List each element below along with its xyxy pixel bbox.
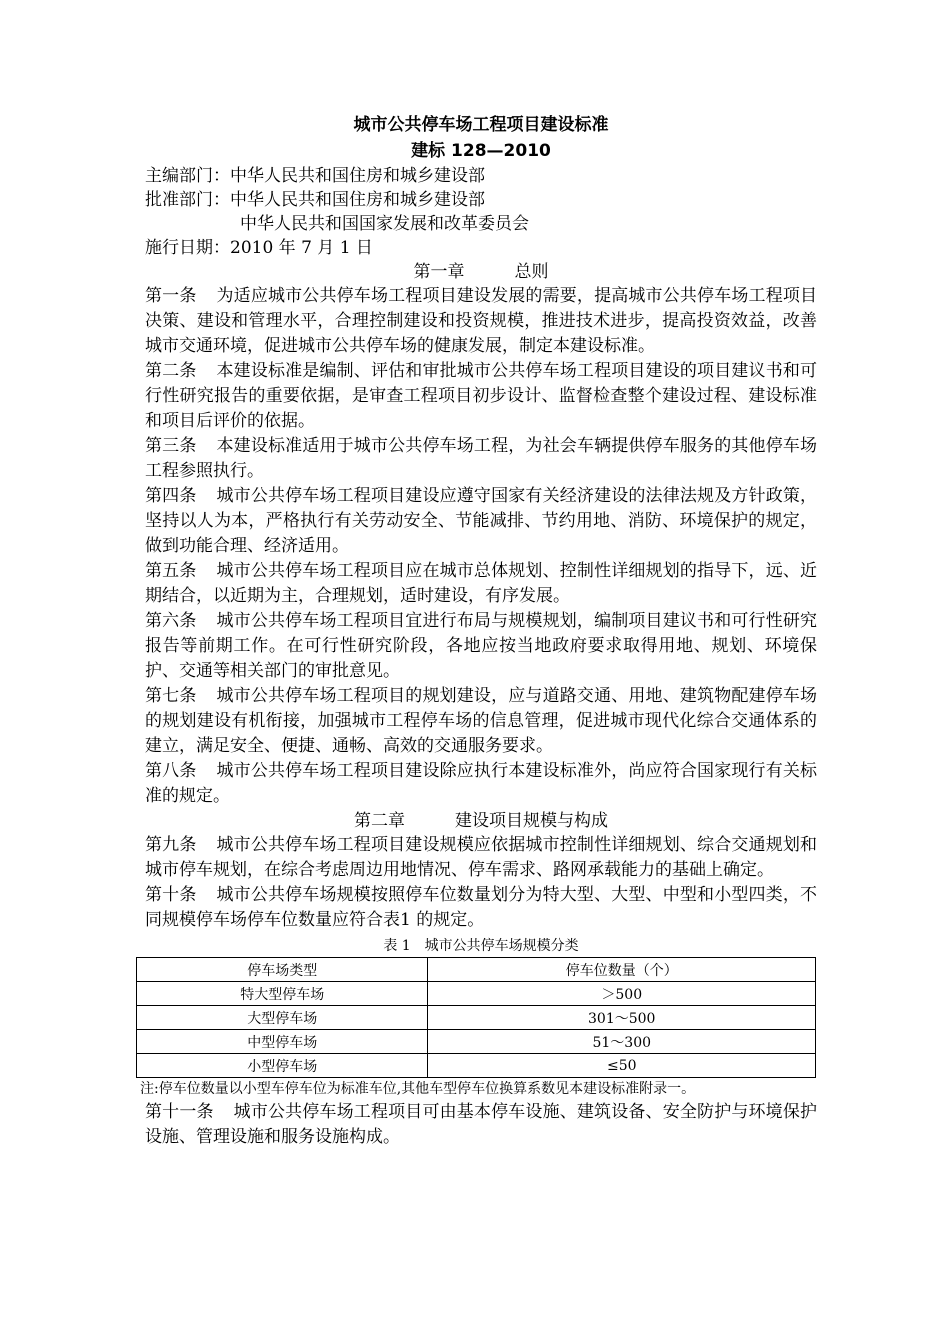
chapter-title: 总则: [514, 262, 549, 282]
article-text: 城市公共停车场工程项目建设除应执行本建设标准外，尚应符合国家现行有关标准的规定。: [145, 761, 818, 806]
article-number: 第四条: [145, 486, 197, 506]
chapter-heading-2: [145, 809, 817, 833]
table-header-row: [137, 958, 816, 982]
article-number: 第二条: [145, 361, 197, 381]
article-number: 第八条: [145, 761, 197, 781]
table-header-cell: 停车位数量（个）: [428, 958, 816, 982]
parking-scale-table: [136, 957, 816, 1078]
table-header-cell: 停车场类型: [137, 958, 428, 982]
article-number: 第七条: [145, 686, 197, 706]
article: [145, 1100, 817, 1150]
document-title: 城市公共停车场工程项目建设标准: [353, 115, 609, 135]
chapter-number: 第二章: [354, 811, 405, 831]
article: [145, 434, 817, 484]
table-cell: 小型停车场: [137, 1054, 428, 1078]
article: [145, 883, 817, 933]
table-row: [137, 1030, 816, 1054]
table-row: [137, 1006, 816, 1030]
article: [145, 833, 817, 883]
article-number: 第五条: [145, 561, 197, 581]
article-number: 第三条: [145, 436, 197, 456]
approval-department: 批准部门：中华人民共和国住房和城乡建设部: [145, 190, 485, 210]
article-text: 城市公共停车场工程项目的规划建设，应与道路交通、用地、建筑物配建停车场的规划建设有机衔接，加强城市工程停车场的信息管理，促进城市现代化综合交通体系的建立，满足安全、便捷、通畅、高效的交通服务要求。: [145, 686, 818, 756]
table-row: [137, 982, 816, 1006]
article: [145, 484, 817, 559]
table-cell: 特大型停车场: [137, 982, 428, 1006]
article-text: 城市公共停车场工程项目建设应遵守国家有关经济建设的法律法规及方针政策，坚持以人为本，严格执行有关劳动安全、节能减排、节约用地、消防、环境保护的规定，做到功能合理、经济适用。: [145, 486, 818, 556]
article-text: 城市公共停车场工程项目建设规模应依据城市控制性详细规划、综合交通规划和城市停车规划，在综合考虑周边用地情况、停车需求、路网承载能力的基础上确定。: [145, 835, 818, 880]
table-cell: 中型停车场: [137, 1030, 428, 1054]
document-page: [140, 112, 818, 1150]
article-text: 本建设标准是编制、评估和审批城市公共停车场工程项目建设的项目建议书和可行性研究报告的重要依据，是审查工程项目初步设计、监督检查整个建设过程、建设标准和项目后评价的依据。: [145, 361, 818, 431]
article: [145, 684, 817, 759]
article-number: 第九条: [145, 835, 197, 855]
article-text: 城市公共停车场工程项目应在城市总体规划、控制性详细规划的指导下，远、近期结合，以近期为主，合理规划，适时建设，有序发展。: [145, 561, 818, 606]
table-cell: ＞500: [428, 982, 816, 1006]
article-number: 第六条: [145, 611, 197, 631]
article-text: 本建设标准适用于城市公共停车场工程，为社会车辆提供停车服务的其他停车场工程参照执行。: [145, 436, 818, 481]
chapter-title: 建设项目规模与构成: [455, 811, 608, 831]
article-text: 城市公共停车场工程项目可由基本停车设施、建筑设备、安全防护与环境保护设施、管理设施和服务设施构成。: [145, 1102, 818, 1147]
article: [145, 359, 817, 434]
editor-department: 主编部门：中华人民共和国住房和城乡建设部: [145, 166, 485, 186]
table-caption: 表 1 城市公共停车场规模分类: [383, 938, 579, 954]
article-number: 第十条: [145, 885, 197, 905]
document-code: 建标 128—2010: [411, 141, 551, 161]
table-cell: 大型停车场: [137, 1006, 428, 1030]
article-text: 城市公共停车场规模按照停车位数量划分为特大型、大型、中型和小型四类，不同规模停车场停车位数量应符合表1 的规定。: [145, 885, 818, 930]
approval-department-2: 中华人民共和国国家发展和改革委员会: [240, 214, 529, 234]
chapter-heading-1: [145, 260, 817, 284]
table-cell: 301～500: [428, 1006, 816, 1030]
article: [145, 559, 817, 609]
article: [145, 609, 817, 684]
chapter-number: 第一章: [413, 262, 465, 282]
table-cell: ≤50: [428, 1054, 816, 1078]
effective-date: 施行日期：2010 年 7 月 1 日: [145, 238, 373, 258]
table-note: 注:停车位数量以小型车停车位为标准车位,其他车型停车位换算系数见本建设标准附录一。: [140, 1081, 696, 1097]
article: [145, 759, 817, 809]
article-number: 第一条: [145, 286, 197, 306]
table-row: [137, 1054, 816, 1078]
article: [145, 284, 817, 359]
table-cell: 51～300: [428, 1030, 816, 1054]
article-text: 为适应城市公共停车场工程项目建设发展的需要，提高城市公共停车场工程项目决策、建设和管理水平，合理控制建设和投资规模，推进技术进步，提高投资效益，改善城市交通环境，促进城市公共停车场的健康发展，制定本建设标准。: [145, 286, 818, 356]
article-number: 第十一条: [145, 1102, 214, 1122]
article-text: 城市公共停车场工程项目宜进行布局与规模规划，编制项目建议书和可行性研究报告等前期工作。在可行性研究阶段，各地应按当地政府要求取得用地、规划、环境保护、交通等相关部门的审批意见。: [145, 611, 818, 681]
